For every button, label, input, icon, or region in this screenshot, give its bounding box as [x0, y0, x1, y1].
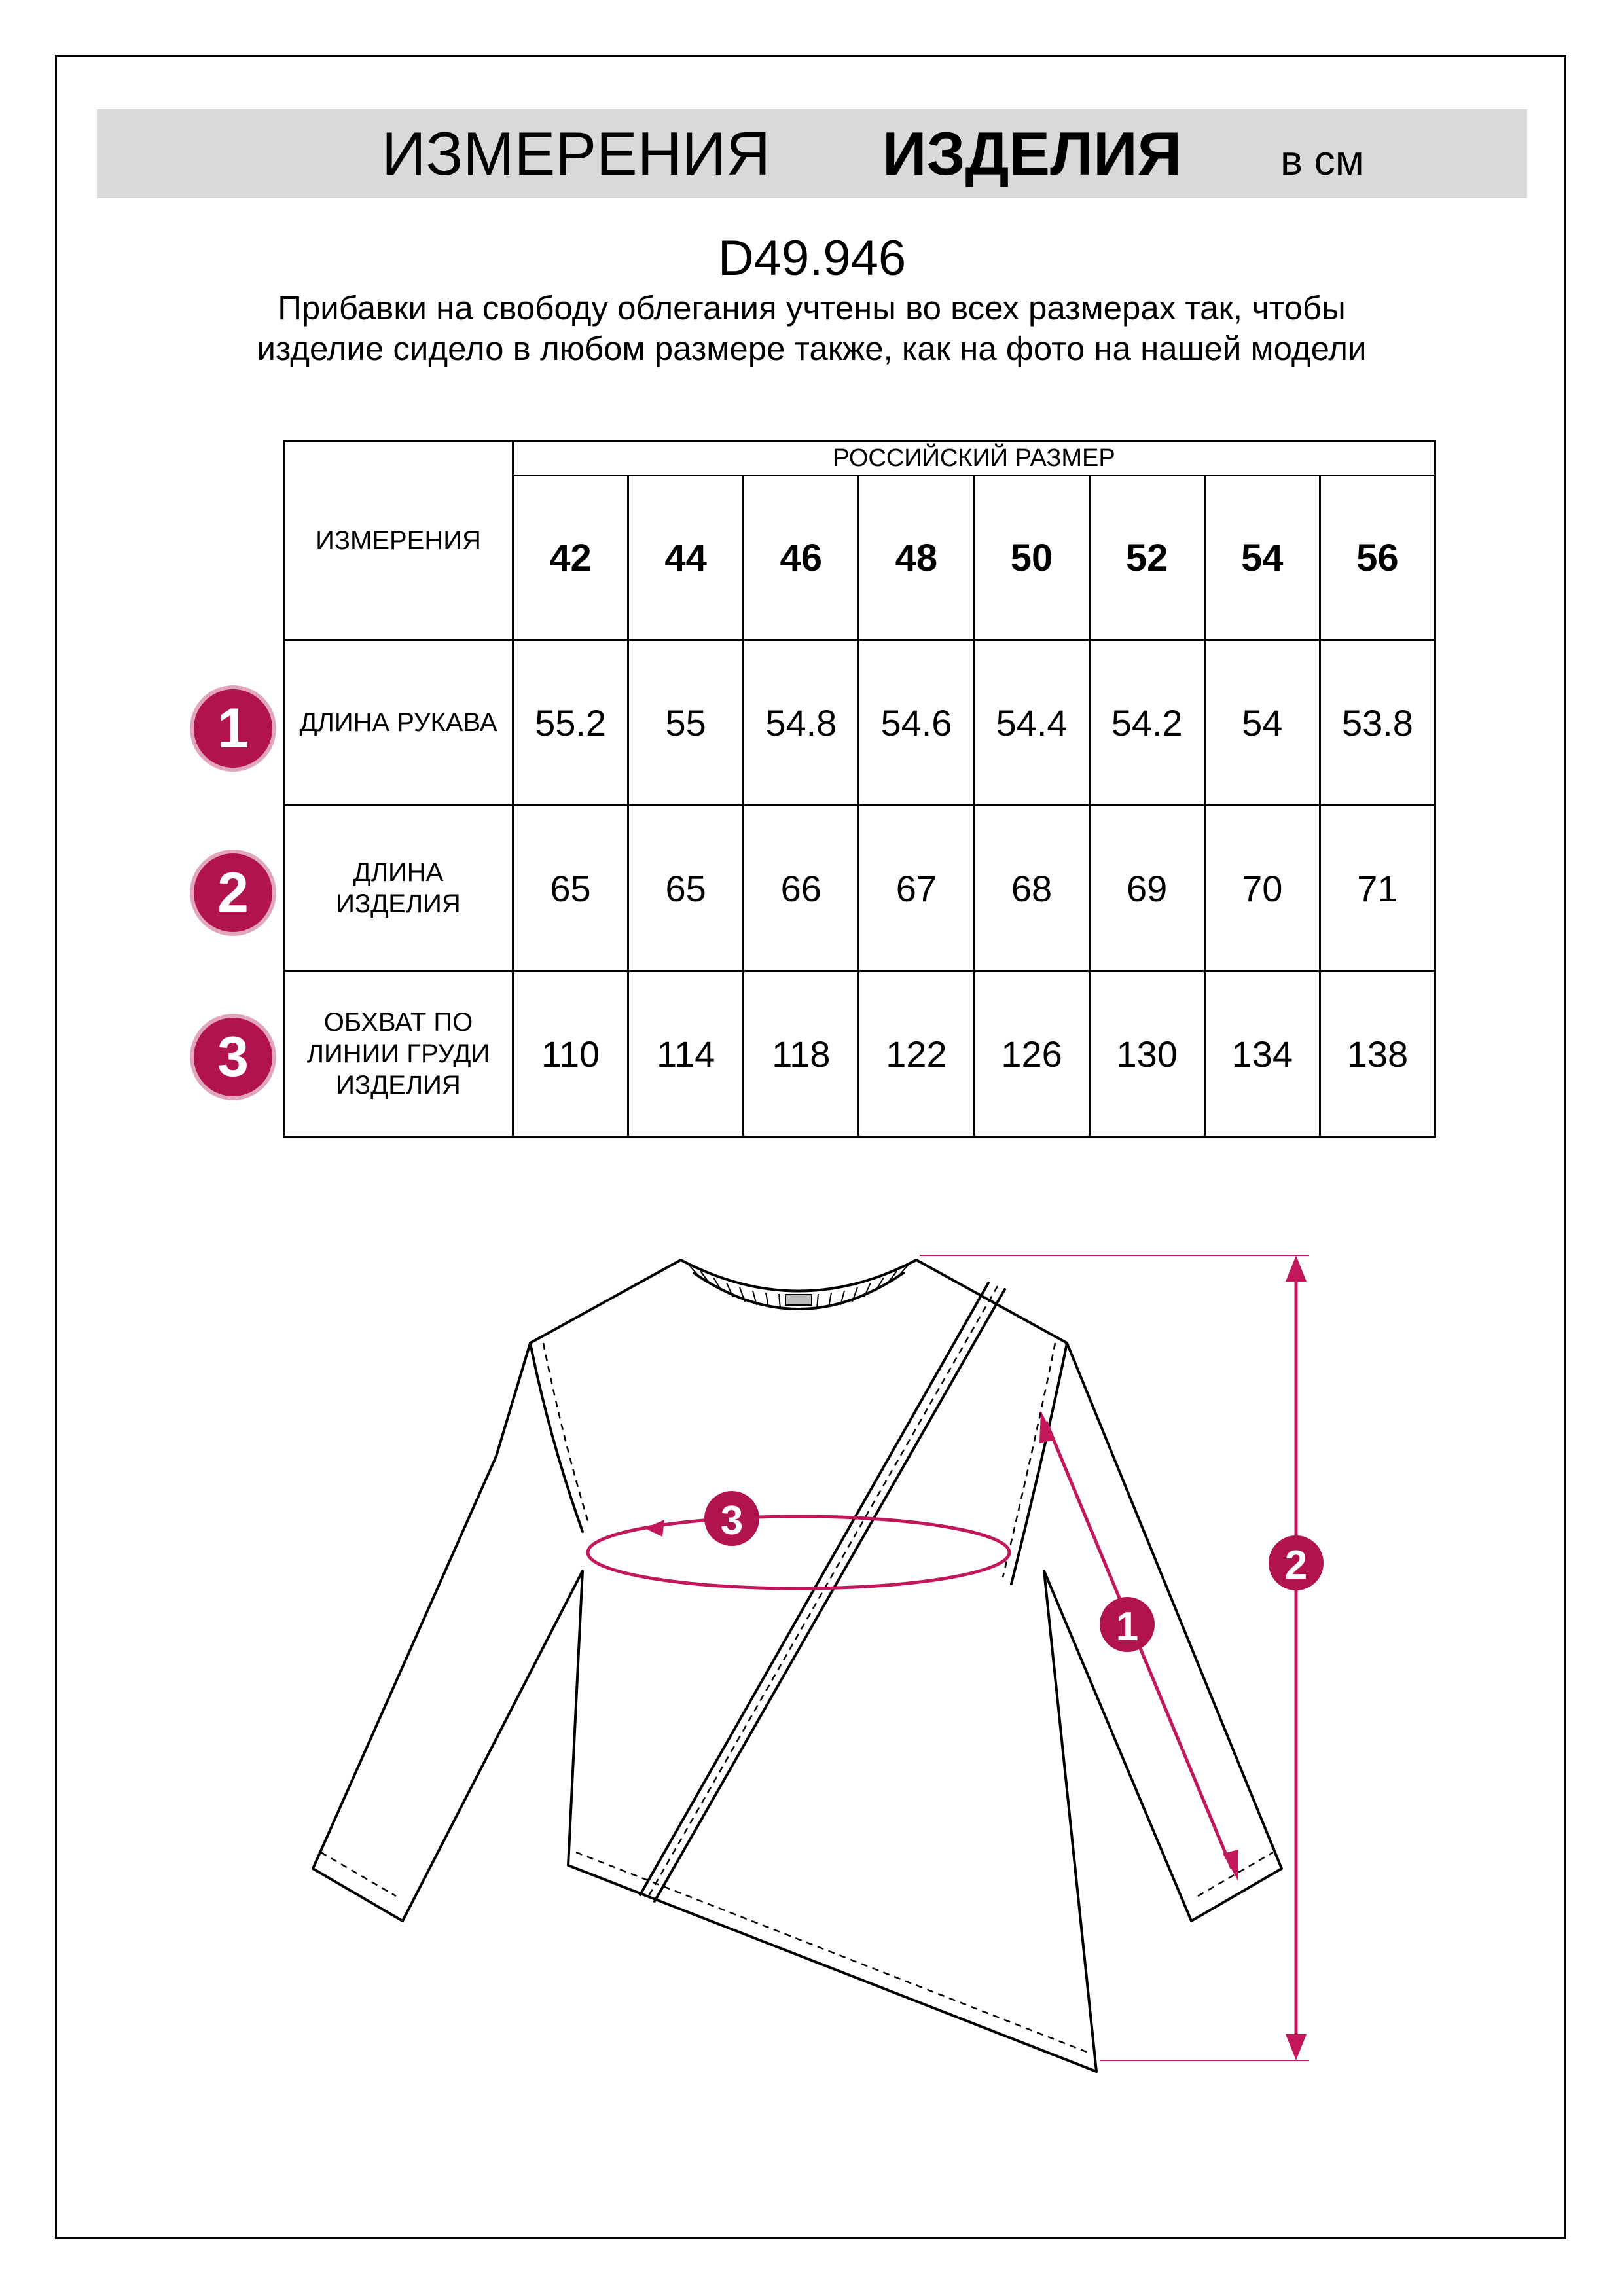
size-header: 50	[974, 476, 1089, 640]
article-number: D49.946	[717, 230, 907, 286]
table-cell: 55	[628, 640, 744, 806]
diagram-marker-3-text: 3	[720, 1498, 744, 1543]
table-cell: 53.8	[1320, 640, 1435, 806]
table-cell: 69	[1089, 806, 1204, 971]
table-corner-label: ИЗМЕРЕНИЯ	[284, 441, 513, 640]
row-label-text: ОБХВАТ ПО ЛИНИИ ГРУДИ ИЗДЕЛИЯ	[306, 1008, 490, 1100]
header-title-measurements: ИЗМЕРЕНИЯ	[382, 119, 771, 188]
table-cell: 65	[513, 806, 628, 971]
table-cell: 118	[744, 971, 859, 1137]
table-cell: 138	[1320, 971, 1435, 1137]
sweatshirt-outline	[313, 1260, 1282, 2072]
row-marker-1: 1	[194, 689, 272, 768]
table-cell: 54.2	[1089, 640, 1204, 806]
size-header: 46	[744, 476, 859, 640]
stitch-lines	[321, 1286, 1273, 2052]
table-cell: 126	[974, 971, 1089, 1137]
size-header: 48	[859, 476, 974, 640]
table-cell: 110	[513, 971, 628, 1137]
table-cell: 54.6	[859, 640, 974, 806]
table-cell: 122	[859, 971, 974, 1137]
table-cell: 54.8	[744, 640, 859, 806]
header-unit: в см	[1280, 137, 1364, 184]
fit-note: Прибавки на свободу облегания учтены во всех размерах так, чтобы изделие сидело в любом размере также, как на фото на нашей модели	[257, 289, 1367, 367]
table-cell: 65	[628, 806, 744, 971]
table-cell: 134	[1204, 971, 1320, 1137]
table-cell: 70	[1204, 806, 1320, 971]
table-cell: 54	[1204, 640, 1320, 806]
table-group-label: РОССИЙСКИЙ РАЗМЕР	[513, 441, 1435, 476]
table-cell: 54.4	[974, 640, 1089, 806]
table-cell: 114	[628, 971, 744, 1137]
row-marker-2: 2	[194, 853, 272, 932]
size-header: 54	[1204, 476, 1320, 640]
diagram-marker-2-text: 2	[1284, 1543, 1308, 1588]
chest-girth-measure	[588, 1491, 1009, 1588]
size-header: 44	[628, 476, 744, 640]
size-header: 52	[1089, 476, 1204, 640]
size-header: 56	[1320, 476, 1435, 640]
table-cell: 67	[859, 806, 974, 971]
row-label-sleeve-length: ДЛИНА РУКАВА	[284, 640, 513, 806]
item-length-measure	[920, 1255, 1324, 2060]
header-title-item: ИЗДЕЛИЯ	[882, 119, 1182, 188]
table-cell: 71	[1320, 806, 1435, 971]
table-cell: 68	[974, 806, 1089, 971]
table-cell: 130	[1089, 971, 1204, 1137]
row-label-text: ДЛИНА ИЗДЕЛИЯ	[336, 858, 461, 919]
table-cell: 55.2	[513, 640, 628, 806]
label-tag	[785, 1295, 812, 1305]
table-cell: 66	[744, 806, 859, 971]
diagram-marker-1-text: 1	[1115, 1604, 1139, 1649]
size-header: 42	[513, 476, 628, 640]
row-marker-3: 3	[194, 1018, 272, 1096]
